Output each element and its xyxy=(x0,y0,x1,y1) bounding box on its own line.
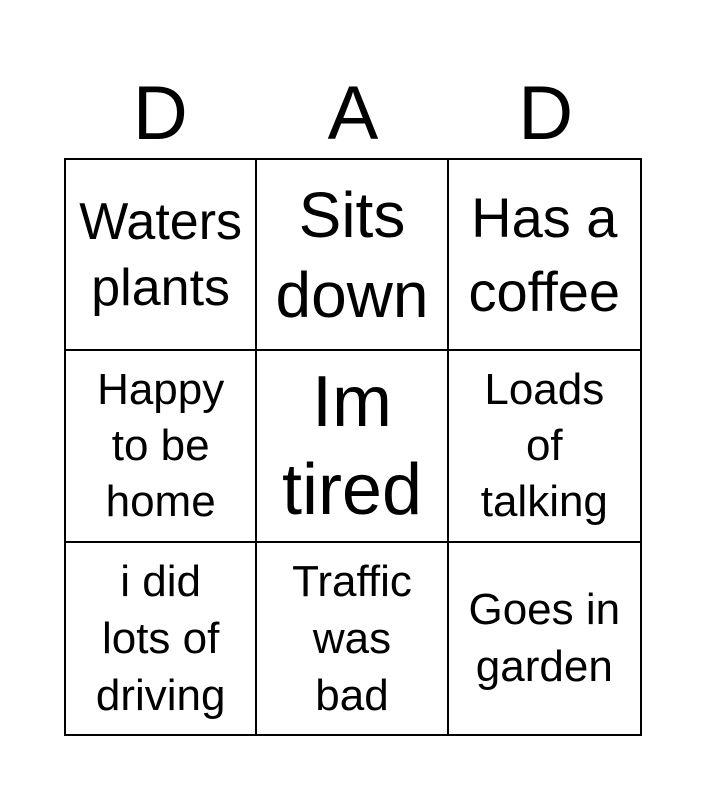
cell-text: Traffic was bad xyxy=(292,556,412,720)
bingo-cell-7[interactable] xyxy=(66,543,257,734)
cell-text: Im tired xyxy=(281,361,423,530)
bingo-cell-4[interactable] xyxy=(66,351,257,542)
bingo-header xyxy=(64,70,642,158)
bingo-board xyxy=(64,158,642,736)
bingo-cell-6[interactable] xyxy=(449,351,640,542)
cell-text: Has a coffee xyxy=(468,185,621,323)
bingo-cell-2[interactable] xyxy=(257,160,448,351)
bingo-cell-3[interactable] xyxy=(449,160,640,351)
cell-text: Waters plants xyxy=(79,192,243,317)
header-letter-1: D xyxy=(132,71,188,156)
bingo-cell-9[interactable] xyxy=(449,543,640,734)
header-letter-2: A xyxy=(327,71,379,156)
cell-text: Happy to be home xyxy=(97,364,225,526)
bingo-cell-1[interactable] xyxy=(66,160,257,351)
bingo-cell-5[interactable] xyxy=(257,351,448,542)
cell-text: i did lots of driving xyxy=(95,556,226,720)
cell-text: Sits down xyxy=(275,178,429,331)
bingo-cell-8[interactable] xyxy=(257,543,448,734)
cell-text: Goes in garden xyxy=(468,585,621,692)
cell-text: Loads of talking xyxy=(480,364,608,526)
header-letter-3: D xyxy=(518,71,574,156)
